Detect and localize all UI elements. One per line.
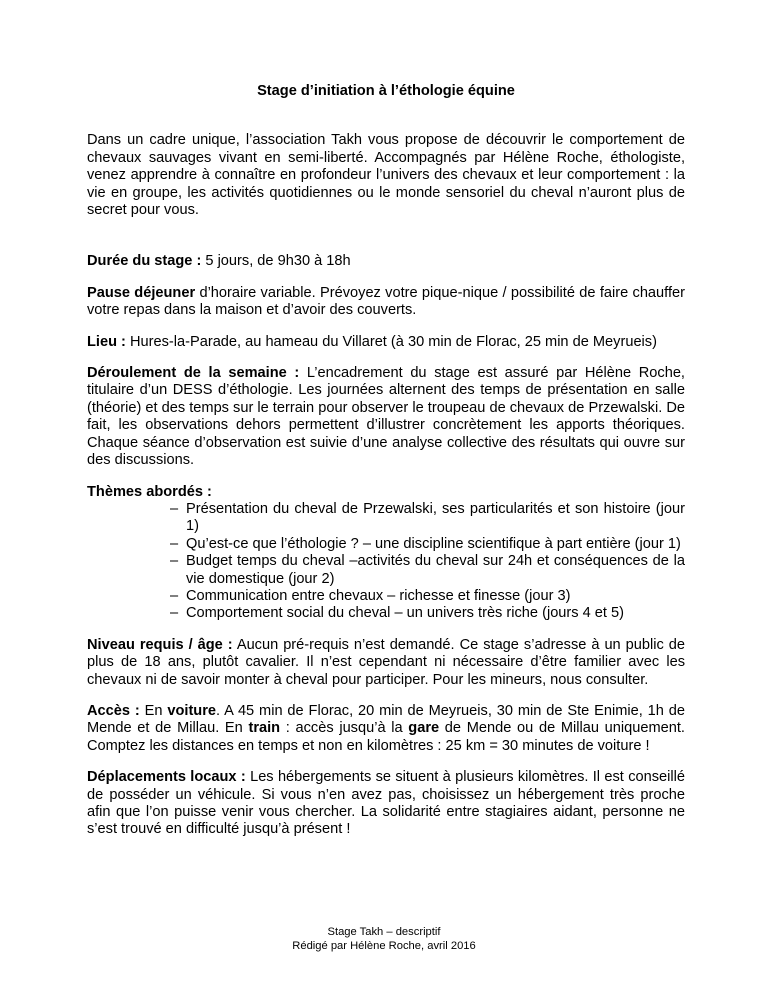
- footer-line-1: Stage Takh – descriptif: [327, 926, 441, 938]
- acces-label: Accès :: [87, 702, 140, 719]
- document-title: Stage d’initiation à l’éthologie équine: [257, 83, 515, 99]
- dash-bullet: –: [170, 535, 179, 552]
- document-body: [87, 83, 685, 853]
- lieu-label: Lieu :: [87, 333, 126, 350]
- pause-text: d’horaire variable. Prévoyez votre pique-nique / possibilité de faire chauffer votre repas dans la maison et d’avoir des couverts.: [87, 284, 685, 319]
- lieu-text: Hures-la-Parade, au hameau du Villaret (à 30 min de Florac, 25 min de Meyrueis): [125, 333, 657, 350]
- acces-voiture: voiture: [167, 702, 217, 719]
- list-item: [172, 501, 685, 536]
- themes-list: [87, 501, 685, 623]
- list-item-text: Comportement social du cheval – un univers très riche (jours 4 et 5): [186, 605, 625, 622]
- acces-text-4: de Mende ou de Millau uniquement. Comptez les distances en temps et non en kilomètres : 25 km = 30 minutes de voiture !: [87, 720, 685, 754]
- acces-text-1: En: [139, 702, 168, 719]
- duree-text: 5 jours, de 9h30 à 18h: [201, 253, 351, 270]
- list-item-text: Présentation du cheval de Przewalski, ses particularités et son histoire (jour 1): [186, 500, 685, 535]
- dash-bullet: –: [170, 587, 179, 604]
- deplacements-section: [87, 769, 685, 839]
- niveau-section: [87, 637, 685, 689]
- themes-label: Thèmes abordés :: [87, 483, 212, 500]
- acces-train: train: [248, 720, 281, 737]
- intro-paragraph: Dans un cadre unique, l’association Takh vous propose de découvrir le comportement de chevaux sauvages vivant en semi-liberté. Accompagnés par Hélène Roche, éthologiste, venez apprendre à connaître en profondeur l’univers des chevaux et leur comportement : la vie en groupe, les activités quotidiennes ou le monde sensoriel du cheval n’auront plus de secret pour vous.: [87, 132, 685, 219]
- list-item-text: Communication entre chevaux – richesse et finesse (jour 3): [186, 587, 571, 604]
- acces-gare: gare: [408, 720, 440, 737]
- footer-line-2: Rédigé par Hélène Roche, avril 2016: [292, 940, 476, 952]
- pause-section: [87, 285, 685, 320]
- list-item: [172, 553, 685, 588]
- dash-bullet: –: [170, 500, 179, 517]
- acces-section: [87, 703, 685, 755]
- duree-label: Durée du stage :: [87, 253, 202, 270]
- lieu-section: [87, 334, 685, 351]
- deplacements-text: Les hébergements se situent à plusieurs kilomètres. Il est conseillé de posséder un véhicule. Si vous n’en avez pas, choisissez un hébergement très proche afin que l’on puisse venir vous chercher. La solidarité entre stagiaires aidant, personne ne s’est trouvé en difficulté jusqu’à présent !: [87, 769, 685, 838]
- list-item: [172, 536, 685, 553]
- acces-text-2: . A 45 min de Florac, 20 min de Meyrueis, 30 min de Ste Enimie, 1h de Mende et de Millau. En: [87, 702, 686, 737]
- list-item-text: Budget temps du cheval –activités du cheval sur 24h et conséquences de la vie domestique (jour 2): [186, 553, 685, 587]
- deroulement-label: Déroulement de la semaine :: [87, 365, 300, 382]
- page-footer: [0, 925, 768, 953]
- acces-text-3: : accès jusqu’à la: [280, 720, 409, 737]
- list-item: [172, 588, 685, 605]
- dash-bullet: –: [170, 605, 179, 622]
- niveau-text: Aucun pré-requis n’est demandé. Ce stage s’adresse à un public de plus de 18 ans, plutôt cavalier. Il n’est cependant ni nécessaire d’être familier avec les chevaux ni de savoir monter à cheval pour participer. Pour les mineurs, nous consulter.: [87, 636, 686, 688]
- deroulement-section: [87, 365, 685, 469]
- list-item: [172, 605, 685, 622]
- duree-section: [87, 253, 685, 270]
- pause-label: Pause déjeuner: [87, 284, 196, 301]
- list-item-text: Qu’est-ce que l’éthologie ? – une discipline scientifique à part entière (jour 1): [186, 535, 681, 552]
- niveau-label: Niveau requis / âge :: [87, 636, 233, 653]
- dash-bullet: –: [170, 553, 179, 570]
- deplacements-label: Déplacements locaux :: [87, 769, 246, 786]
- deroulement-text: L’encadrement du stage est assuré par Hélène Roche, titulaire d’un DESS d’éthologie. Les journées alternent des temps de présentation en salle (théorie) et des temps sur le terrain pour observer le troupeau de chevaux de Przewalski. De fait, les observations dehors permettent d’illustrer concrètement les apports théoriques. Chaque séance d’observation est suivie d’une analyse collective des résultats qui ouvre sur des discussions.: [87, 365, 685, 469]
